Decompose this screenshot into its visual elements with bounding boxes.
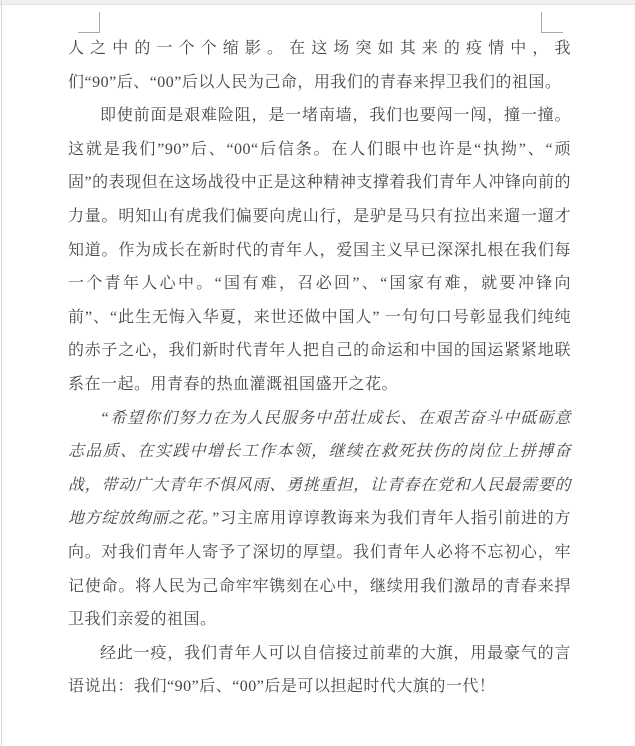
page-left-edge	[1, 0, 2, 746]
paragraph-4-text[interactable]: 经此一疫，我们青年人可以自信接过前辈的大旗，用最豪气的言语说出：我们“90”后、“00”后是可以担起时代大旗的一代！	[68, 644, 571, 696]
window-top-strip	[0, 0, 635, 5]
paragraph-2[interactable]	[68, 99, 571, 401]
paragraph-3-quote-text[interactable]: “希望你们努力在为人民服务中茁壮成长、在艰苦奋斗中砥砺意志品质、在实践中增长工作本领，继续在救死扶伤的岗位上拼搏奋战，带动广大青年不惧风雨、勇挑重担，让青春在党和人民最需要的地方绽放绚丽之花。”	[68, 409, 571, 528]
paragraph-3-regular-text[interactable]: 习主席用谆谆教诲来为我们青年人指引前进的方向。对我们青年人寄予了深切的厚望。我们青年人必将不忘初心，牢记使命。将人民为己命牢牢镌刻在心中，继续用我们激昂的青春来捍卫我们亲爱的祖国。	[68, 510, 571, 629]
paragraph-1-text[interactable]: 人之中的一个个缩影。在这场突如其来的疫情中，我们“90”后、“00”后以人民为己命，用我们的青春来捍卫我们的祖国。	[68, 40, 571, 91]
document-text-area[interactable]	[68, 32, 571, 704]
crop-mark-top-right-vertical	[541, 12, 542, 33]
paragraph-1[interactable]	[68, 32, 571, 99]
paragraph-2-text[interactable]: 即使前面是艰难险阻，是一堵南墙，我们也要闯一闯，撞一撞。这就是我们”90”后、“00“后信条。在人们眼中也许是“执拗”、“顽固”的表现但在这场战役中正是这种精神支撑着我们青年人冲锋向前的力量。明知山有虎我们偏要向虎山行，是驴是马只有拉出来遛一遛才知道。作为成长在新时代的青年人，爱国主义早已深深扎根在我们每一个青年人心中。“国有难，召必回”、“国家有难，就要冲锋向前”、“此生无悔入华夏，来世还做中国人” 一句句口号彰显我们纯纯的赤子之心，我们新时代青年人把自己的命运和中国的国运紧紧地联系在一起。用青春的热血灌溉祖国盛开之花。	[68, 107, 571, 393]
crop-mark-top-left-vertical	[99, 12, 100, 33]
paragraph-3[interactable]	[68, 402, 571, 637]
paragraph-4[interactable]	[68, 637, 571, 704]
